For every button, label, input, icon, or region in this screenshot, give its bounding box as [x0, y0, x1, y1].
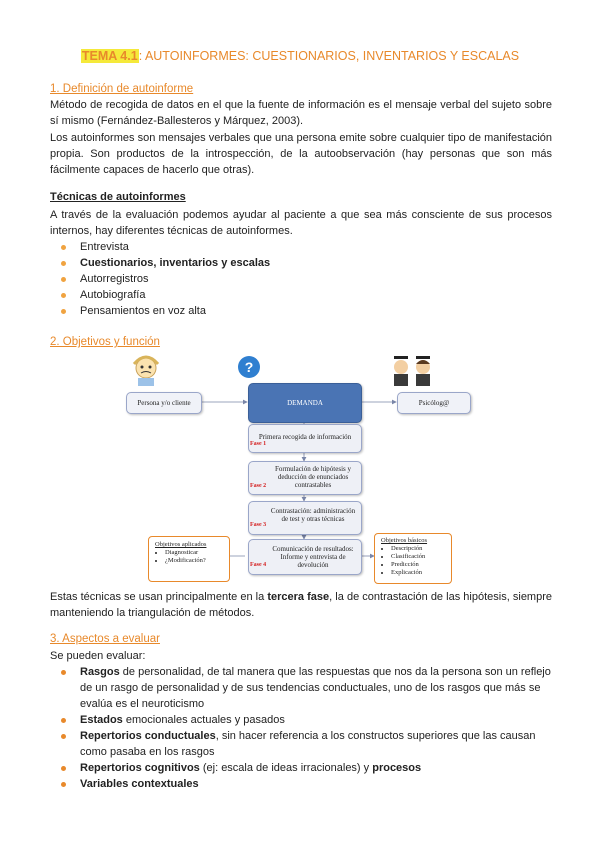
- applied-objectives-box: Objetivos aplicados • Diagnosticar • ¿Modificación?: [148, 536, 230, 582]
- list-item: Cuestionarios, inventarios y escalas: [50, 255, 552, 271]
- list-item: • Clasificación: [391, 553, 447, 561]
- process-diagram: [120, 350, 480, 582]
- svg-text:?: ?: [244, 359, 254, 375]
- bullet-icon: [61, 766, 66, 771]
- list-item: • ¿Modificación?: [165, 557, 225, 565]
- psychologists-cartoon-icon: [390, 354, 436, 388]
- list-item: Rasgos de personalidad, de tal manera que las respuestas que nos da la persona son un reflejo de un rasgo de personalidad y de sus tendencias conductuales, uno de los rasgos que más se evalúa es el neuroticismo: [50, 664, 552, 712]
- step1-box: Primera recogida de información: [248, 424, 362, 453]
- list-item: Repertorios cognitivos (ej: escala de ideas irracionales) y procesos: [50, 760, 552, 776]
- document-title: [0, 49, 600, 63]
- bullet-icon: [61, 261, 66, 266]
- bullet-icon: [61, 309, 66, 314]
- list-item: • Descripción: [391, 545, 447, 553]
- step2-box: Formulación de hipótesis y deducción de enunciados contrastables: [248, 461, 362, 495]
- bullet-icon: [61, 782, 66, 787]
- bullet-icon: [61, 718, 66, 723]
- aspects-list: [50, 664, 552, 792]
- section3-intro: Se pueden evaluar:: [50, 650, 146, 662]
- section1-heading: 1. Definición de autoinforme: [50, 83, 194, 95]
- list-item: • Predicción: [391, 561, 447, 569]
- fase3-label: Fase 3: [250, 522, 267, 528]
- techniques-heading: Técnicas de autoinformes: [50, 191, 186, 203]
- list-item: Pensamientos en voz alta: [50, 303, 552, 319]
- list-item: Variables contextuales: [50, 776, 552, 792]
- section2-heading: 2. Objetivos y función: [50, 336, 160, 348]
- title-highlight: TEMA 4.1: [81, 49, 138, 63]
- section1-paragraph-2: Los autoinformes son mensajes verbales que una persona emite sobre cualquier tipo de manifestación propia. Son productos de la introspección, de la autoobservación (hay personas que son más fácilmente capaces de hacerlo que otras).: [50, 132, 552, 176]
- basic-objectives-box: Objetivos básicos • Descripción • Clasificación • Predicción • Explicación: [374, 533, 452, 584]
- bullet-icon: [61, 734, 66, 739]
- section3-heading: 3. Aspectos a evaluar: [50, 633, 160, 645]
- techniques-list: [50, 239, 552, 319]
- bullet-icon: [61, 277, 66, 282]
- list-item: • Diagnosticar: [165, 549, 225, 557]
- fase1-label: Fase 1: [250, 441, 267, 447]
- section1-paragraph-1: Método de recogida de datos en el que la fuente de información es el mensaje verbal del sujeto sobre sí mismo (Fernández-Ballesteros y Márquez, 2003).: [50, 99, 552, 127]
- question-icon: [238, 356, 260, 378]
- list-item: Repertorios conductuales, sin hacer referencia a los constructos superiores que las causan como pasaba en los rasgos: [50, 728, 552, 760]
- list-item: Estados emocionales actuales y pasados: [50, 712, 552, 728]
- step4-box: Comunicación de resultados: Informe y entrevista de devolución: [248, 539, 362, 575]
- person-cartoon-icon: [126, 352, 166, 386]
- bullet-icon: [61, 670, 66, 675]
- fase2-label: Fase 2: [250, 483, 267, 489]
- title-text: : AUTOINFORMES: CUESTIONARIOS, INVENTARIOS Y ESCALAS: [138, 49, 520, 63]
- bullet-icon: [61, 293, 66, 298]
- list-item: Autorregistros: [50, 271, 552, 287]
- psicologo-box: Psicólog@: [397, 392, 471, 414]
- fase4-label: Fase 4: [250, 562, 267, 568]
- persona-box: Persona y/o cliente: [126, 392, 202, 414]
- list-item: • Explicación: [391, 569, 447, 577]
- section2-paragraph: Estas técnicas se usan principalmente en la tercera fase, la de contrastación de las hipótesis, siempre manteniendo la triangulación de métodos.: [50, 591, 552, 619]
- techniques-intro: A través de la evaluación podemos ayudar al paciente a que sea más consciente de sus procesos internos, hay diferentes técnicas de autoinformes.: [50, 209, 552, 237]
- step3-box: Contrastación: administración de test y otras técnicas: [248, 501, 362, 535]
- bullet-icon: [61, 245, 66, 250]
- list-item: Entrevista: [50, 239, 552, 255]
- demanda-box: DEMANDA: [248, 383, 362, 423]
- list-item: Autobiografía: [50, 287, 552, 303]
